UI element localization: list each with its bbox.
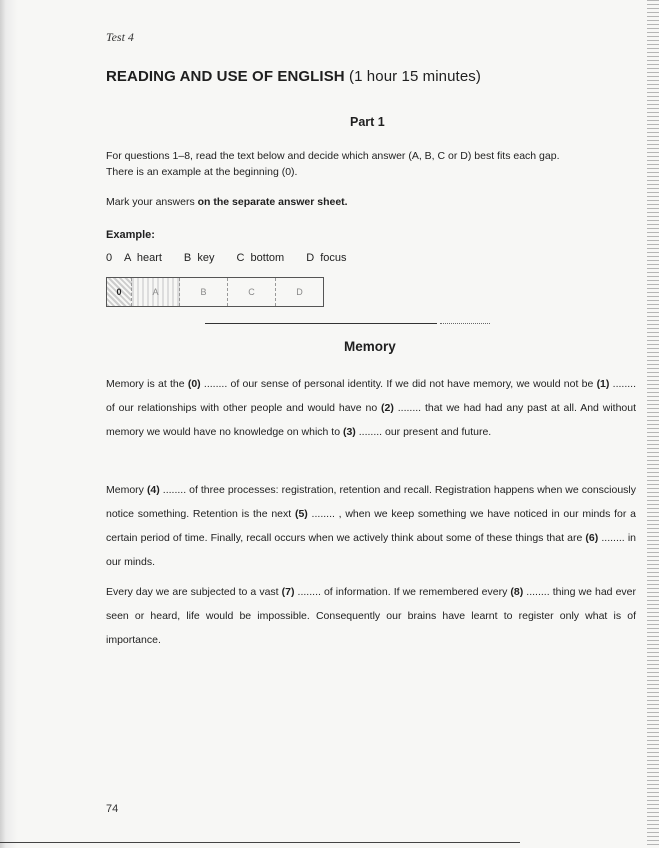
passage-text: ........ , when we keep something we have noticed in our minds for a certain period of time. Finally, recall occurs when we actively think about some of these things that are bbox=[106, 508, 636, 544]
gap-number: (5) bbox=[294, 508, 308, 520]
example-option-c: C bottom bbox=[236, 252, 285, 264]
instruction-line-1: For questions 1–8, read the text below and decide which answer (A, B, C or D) best fits each gap. bbox=[106, 150, 560, 162]
divider-dots bbox=[440, 323, 490, 324]
gap-number: (3) bbox=[342, 426, 356, 438]
bottom-rule bbox=[0, 842, 520, 843]
instruction-line-2: There is an example at the beginning (0). bbox=[106, 166, 298, 178]
heading-time: (1 hour 15 minutes) bbox=[344, 68, 481, 85]
mark-prefix: Mark your answers bbox=[106, 196, 198, 208]
passage-text: ........ of three processes: registration, retention and recall. Registration happens when we consciously notice something. Retention is the next bbox=[106, 484, 636, 520]
passage-text: ........ of our sense of personal identity. If we did not have memory, we would not be bbox=[200, 378, 597, 390]
gap-number: (1) bbox=[596, 378, 610, 390]
passage-text: ........ in our minds. bbox=[106, 532, 636, 568]
gap-number: (6) bbox=[585, 532, 599, 544]
scan-edge-right bbox=[647, 0, 659, 848]
passage-text: ........ that we had had any past at all. And without memory we would have no knowledge on which to bbox=[106, 402, 637, 438]
part-label: Part 1 bbox=[350, 115, 385, 129]
passage-title: Memory bbox=[344, 339, 396, 354]
example-option-a: A heart bbox=[124, 252, 162, 264]
example-option-d: D focus bbox=[306, 252, 347, 264]
scan-shadow-left bbox=[0, 0, 18, 848]
example-options bbox=[106, 252, 369, 264]
gap-number: (2) bbox=[381, 402, 394, 414]
paragraph-3 bbox=[106, 580, 636, 652]
answer-cell-b: B bbox=[180, 278, 228, 306]
section-heading bbox=[106, 68, 481, 85]
paragraph-1 bbox=[106, 372, 636, 444]
page-number: 74 bbox=[106, 803, 119, 815]
example-option-b: B key bbox=[183, 252, 215, 264]
passage-text: ........ thing we had ever seen or heard, life would be impossible. Consequently our brains have learnt to register only what is of importance. bbox=[106, 586, 637, 646]
answer-cell-c: C bbox=[228, 278, 276, 306]
answer-cell-a: A bbox=[132, 278, 180, 306]
heading-bold: READING AND USE OF ENGLISH bbox=[106, 68, 345, 85]
mark-bold: on the separate answer sheet. bbox=[197, 196, 348, 208]
example-label: Example: bbox=[106, 229, 155, 241]
test-label: Test 4 bbox=[106, 30, 134, 44]
mark-instruction bbox=[106, 196, 348, 208]
passage-text: ........ of our relationships with other people and would have no bbox=[106, 378, 636, 414]
passage-text: Memory is at the bbox=[106, 378, 188, 390]
gap-number: (0) bbox=[187, 378, 201, 390]
passage-text: ........ our present and future. bbox=[355, 426, 492, 438]
instructions bbox=[106, 148, 646, 180]
paragraph-2 bbox=[106, 478, 636, 574]
example-number: 0 bbox=[106, 252, 113, 264]
divider-rule bbox=[205, 323, 437, 324]
gap-number: (4) bbox=[146, 484, 160, 496]
passage-text: ........ of information. If we remembered every bbox=[294, 586, 511, 598]
gap-number: (8) bbox=[510, 586, 524, 598]
passage-text: Every day we are subjected to a vast bbox=[106, 586, 282, 598]
passage-text: Memory bbox=[106, 484, 147, 496]
answer-cell-number: 0 bbox=[107, 278, 132, 306]
answer-cell-d: D bbox=[296, 287, 303, 297]
gap-number: (7) bbox=[281, 586, 295, 598]
example-answer-grid bbox=[106, 277, 324, 307]
